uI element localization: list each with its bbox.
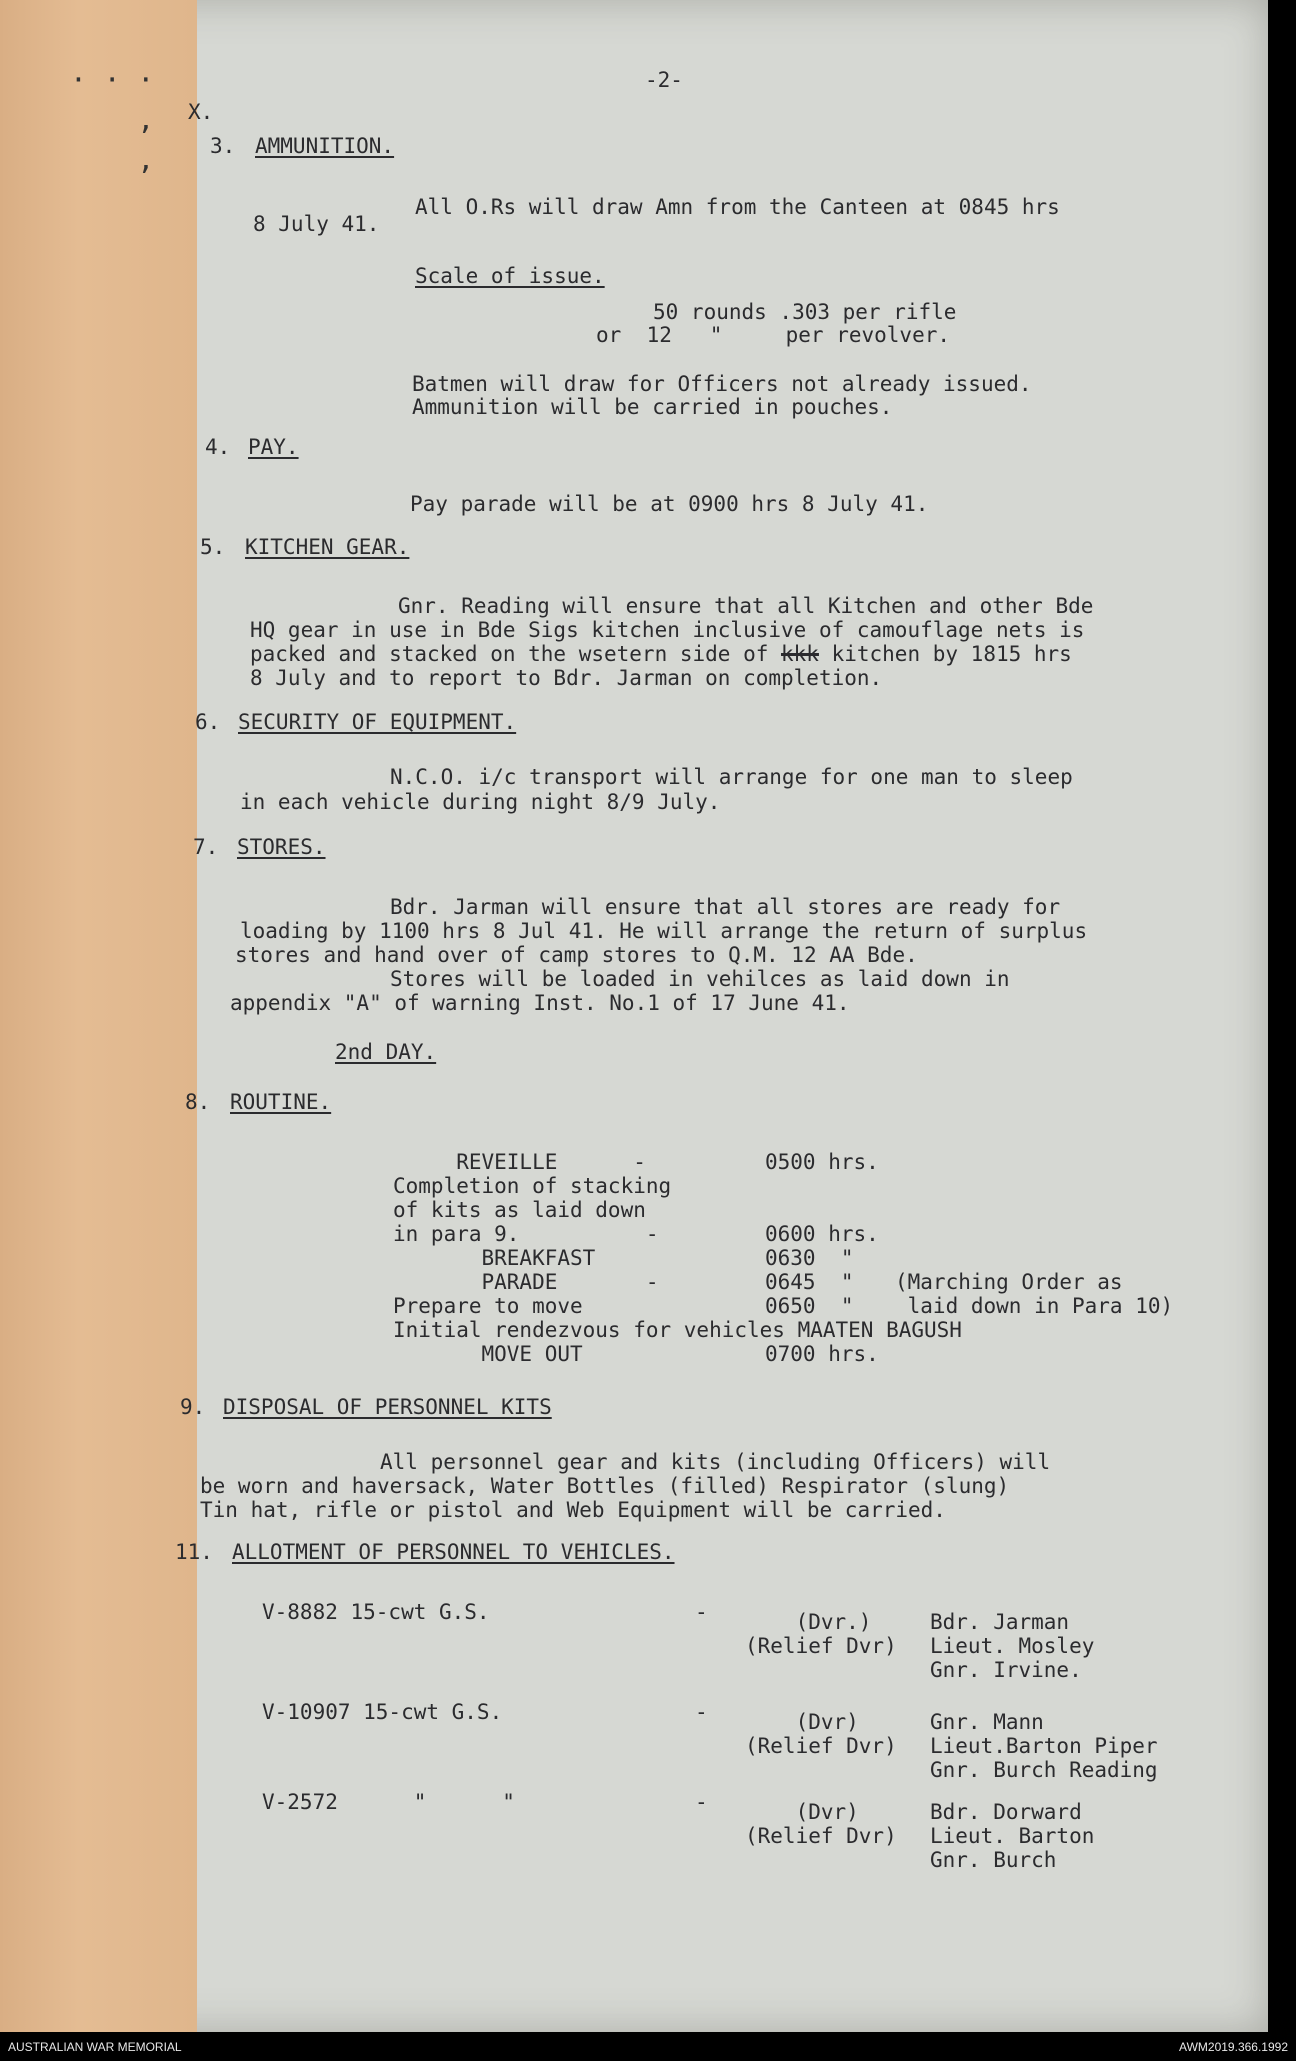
section-11-heading: ALLOTMENT OF PERSONNEL TO VEHICLES. bbox=[232, 1540, 675, 1564]
scale-line: 50 rounds .303 per rifle bbox=[653, 300, 957, 324]
vehicle-personnel: Gnr. Mann bbox=[930, 1710, 1044, 1734]
section-5-line: HQ gear in use in Bde Sigs kitchen inclusive of camouflage nets is bbox=[250, 618, 1085, 642]
section-9-line: All personnel gear and kits (including Officers) will bbox=[380, 1450, 1051, 1474]
section-7-line: loading by 1100 hrs 8 Jul 41. He will arrange the return of surplus bbox=[240, 919, 1088, 943]
routine-label: MOVE OUT bbox=[393, 1342, 583, 1366]
day-heading: 2nd DAY. bbox=[335, 1040, 437, 1064]
section-7-heading: STORES. bbox=[237, 835, 326, 859]
section-7-number: 7. bbox=[193, 835, 219, 859]
struck-text: kkk bbox=[781, 642, 819, 666]
vehicle-id: V-2572 " " bbox=[262, 1790, 515, 1814]
vehicle-personnel: Lieut.Barton Piper bbox=[930, 1734, 1158, 1758]
vehicle-role: (Dvr) bbox=[745, 1710, 859, 1734]
routine-label: Initial rendezvous for vehicles MAATEN BAGUSH bbox=[393, 1318, 962, 1342]
section-3-line: All O.Rs will draw Amn from the Canteen at 0845 hrs bbox=[415, 195, 1060, 219]
routine-label: Completion of stacking bbox=[393, 1174, 672, 1198]
scale-heading: Scale of issue. bbox=[415, 264, 605, 288]
section-7-line: stores and hand over of camp stores to Q.M. 12 AA Bde. bbox=[235, 943, 918, 967]
section-5-number: 5. bbox=[200, 535, 226, 559]
section-3-line: 8 July 41. bbox=[253, 212, 380, 236]
section-4-line: Pay parade will be at 0900 hrs 8 July 41. bbox=[410, 492, 929, 516]
vehicle-id: V-10907 15-cwt G.S. bbox=[262, 1700, 503, 1724]
top-mark: X. bbox=[188, 100, 214, 124]
section-4-heading: PAY. bbox=[248, 435, 299, 459]
section-5-heading: KITCHEN GEAR. bbox=[245, 535, 410, 559]
vehicle-role: (Relief Dvr) bbox=[745, 1734, 897, 1758]
section-5-line: 8 July and to report to Bdr. Jarman on completion. bbox=[250, 666, 883, 690]
section-7-line: appendix "A" of warning Inst. No.1 of 17 June 41. bbox=[230, 991, 850, 1015]
vehicle-role: (Dvr) bbox=[745, 1800, 859, 1824]
routine-label: BREAKFAST bbox=[393, 1246, 596, 1270]
section-8-number: 8. bbox=[185, 1090, 211, 1114]
vehicle-personnel: Gnr. Irvine. bbox=[930, 1658, 1082, 1682]
routine-label: PARADE - bbox=[393, 1270, 659, 1294]
routine-time: 0650 " bbox=[765, 1294, 854, 1318]
footer-left: AUSTRALIAN WAR MEMORIAL bbox=[8, 2040, 182, 2054]
routine-time: 0630 " bbox=[765, 1246, 854, 1270]
vehicle-role: (Dvr.) bbox=[745, 1610, 872, 1634]
section-9-line: be worn and haversack, Water Bottles (filled) Respirator (slung) bbox=[200, 1474, 1010, 1498]
section-5-line: packed and stacked on the wsetern side of kkk kitchen by 1815 hrs bbox=[250, 642, 1072, 666]
vehicle-personnel: Bdr. Dorward bbox=[930, 1800, 1082, 1824]
vehicle-id: V-8882 15-cwt G.S. bbox=[262, 1600, 490, 1624]
section-7-line: Bdr. Jarman will ensure that all stores are ready for bbox=[390, 895, 1061, 919]
routine-time: 0600 hrs. bbox=[765, 1222, 879, 1246]
punch-marks: · · · , , bbox=[70, 63, 155, 176]
routine-label: of kits as laid down bbox=[393, 1198, 646, 1222]
section-6-line: in each vehicle during night 8/9 July. bbox=[240, 790, 721, 814]
section-3-heading: AMMUNITION. bbox=[255, 134, 395, 158]
section-9-line: Tin hat, rifle or pistol and Web Equipment will be carried. bbox=[200, 1498, 946, 1522]
section-4-number: 4. bbox=[205, 435, 231, 459]
vehicle-dash: - bbox=[695, 1790, 708, 1814]
routine-note: (Marching Order as bbox=[895, 1270, 1123, 1294]
section-5-line: Gnr. Reading will ensure that all Kitchen and other Bde bbox=[398, 594, 1094, 618]
vehicle-personnel: Gnr. Burch bbox=[930, 1848, 1057, 1872]
section-9-number: 9. bbox=[180, 1395, 206, 1419]
section-6-heading: SECURITY OF EQUIPMENT. bbox=[238, 710, 517, 734]
section-6-number: 6. bbox=[195, 710, 221, 734]
section-8-heading: ROUTINE. bbox=[230, 1090, 332, 1114]
footer-right: AWM2019.366.1992 bbox=[1179, 2040, 1288, 2054]
routine-note: laid down in Para 10) bbox=[895, 1294, 1174, 1318]
vehicle-personnel: Gnr. Burch Reading bbox=[930, 1758, 1158, 1782]
section-3-number: 3. bbox=[210, 134, 236, 158]
vehicle-role: (Relief Dvr) bbox=[745, 1634, 897, 1658]
section-9-heading: DISPOSAL OF PERSONNEL KITS bbox=[223, 1395, 552, 1419]
vehicle-personnel: Lieut. Barton bbox=[930, 1824, 1095, 1848]
page-number: -2- bbox=[645, 68, 683, 92]
scale-line: or 12 " per revolver. bbox=[596, 323, 951, 347]
routine-time: 0500 hrs. bbox=[765, 1150, 879, 1174]
section-3-line: Ammunition will be carried in pouches. bbox=[412, 395, 893, 419]
routine-label: REVEILLE - bbox=[393, 1150, 646, 1174]
routine-time: 0700 hrs. bbox=[765, 1342, 879, 1366]
section-7-line: Stores will be loaded in vehilces as laid down in bbox=[390, 967, 1010, 991]
vehicle-dash: - bbox=[695, 1600, 708, 1624]
routine-time: 0645 " bbox=[765, 1270, 854, 1294]
vehicle-personnel: Bdr. Jarman bbox=[930, 1610, 1070, 1634]
routine-label: in para 9. - bbox=[393, 1222, 659, 1246]
routine-label: Prepare to move bbox=[393, 1294, 583, 1318]
section-3-line: Batmen will draw for Officers not already issued. bbox=[412, 372, 1032, 396]
vehicle-personnel: Lieut. Mosley bbox=[930, 1634, 1095, 1658]
vehicle-dash: - bbox=[695, 1700, 708, 1724]
vehicle-role: (Relief Dvr) bbox=[745, 1824, 897, 1848]
section-11-number: 11. bbox=[175, 1540, 213, 1564]
binding-tape bbox=[0, 0, 197, 2032]
section-6-line: N.C.O. i/c transport will arrange for one man to sleep bbox=[390, 765, 1073, 789]
